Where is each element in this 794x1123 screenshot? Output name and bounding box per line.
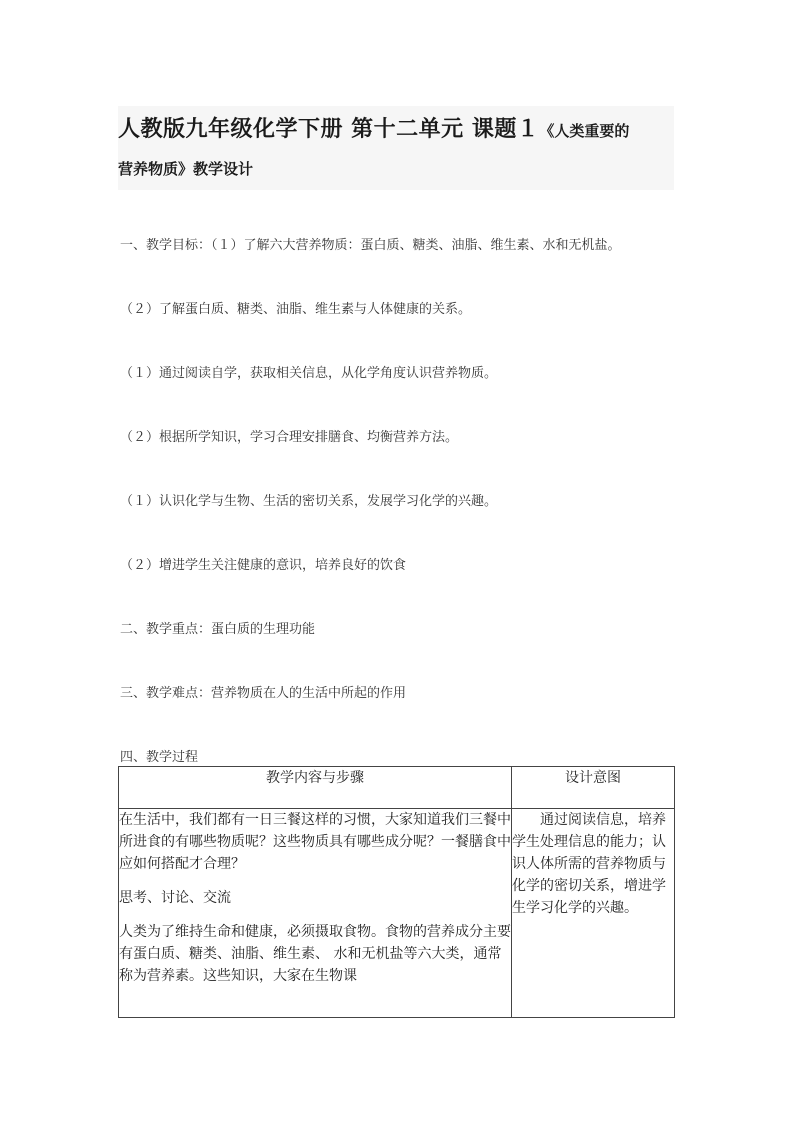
title-tail: 《人类重要的	[539, 122, 630, 140]
teaching-difficulty: 三、教学难点：营养物质在人的生活中所起的作用	[120, 686, 407, 701]
teaching-process-table	[118, 766, 675, 1018]
content-paragraph-discussion: 思考、讨论、交流	[119, 890, 231, 906]
title-block	[118, 106, 674, 190]
content-paragraph-intro: 在生活中，我们都有一日三餐这样的习惯，大家知道我们三餐中所进食的有哪些物质呢？这些物质具有哪些成分呢？一餐膳食中应如何搭配才合理？	[119, 812, 511, 872]
table-row	[119, 809, 675, 1018]
objective-attitude-2: （２）增进学生关注健康的意识，培养良好的饮食	[120, 558, 407, 573]
table-header-row	[119, 767, 675, 809]
objective-process-2: （２）根据所学知识，学习合理安排膳食、均衡营养方法。	[120, 430, 459, 445]
teaching-process-heading: 四、教学过程	[120, 750, 199, 765]
design-intent-text: 通过阅读信息，培养学生处理信息的能力；认识人体所需的营养物质与化学的密切关系，增进学生学习化学的兴趣。	[512, 812, 666, 916]
title-line-2: 营养物质》教学设计	[118, 160, 254, 178]
objective-process-1: （１）通过阅读自学，获取相关信息，从化学角度认识营养物质。	[120, 366, 498, 381]
title-main: 人教版九年级化学下册 第十二单元 课题１	[118, 117, 540, 142]
design-intent-cell	[512, 809, 675, 1018]
objective-knowledge-1: 一、教学目标：（１）了解六大营养物质：蛋白质、糖类、油脂、维生素、水和无机盐。	[120, 238, 621, 253]
teaching-key-point: 二、教学重点：蛋白质的生理功能	[120, 622, 316, 637]
objective-knowledge-2: （２）了解蛋白质、糖类、油脂、维生素与人体健康的关系。	[120, 302, 472, 317]
header-design-intent: 设计意图	[512, 767, 675, 809]
content-paragraph-nutrients: 人类为了维持生命和健康，必须摄取食物。食物的营养成分主要有蛋白质、糖类、油脂、维生素、 水和无机盐等六大类，通常称为营养素。这些知识，大家在生物课	[119, 924, 511, 984]
objective-attitude-1: （１）认识化学与生物、生活的密切关系，发展学习化学的兴趣。	[120, 494, 498, 509]
document-title	[118, 112, 629, 143]
header-content-steps: 教学内容与步骤	[119, 767, 512, 809]
content-steps-cell	[119, 809, 512, 1018]
